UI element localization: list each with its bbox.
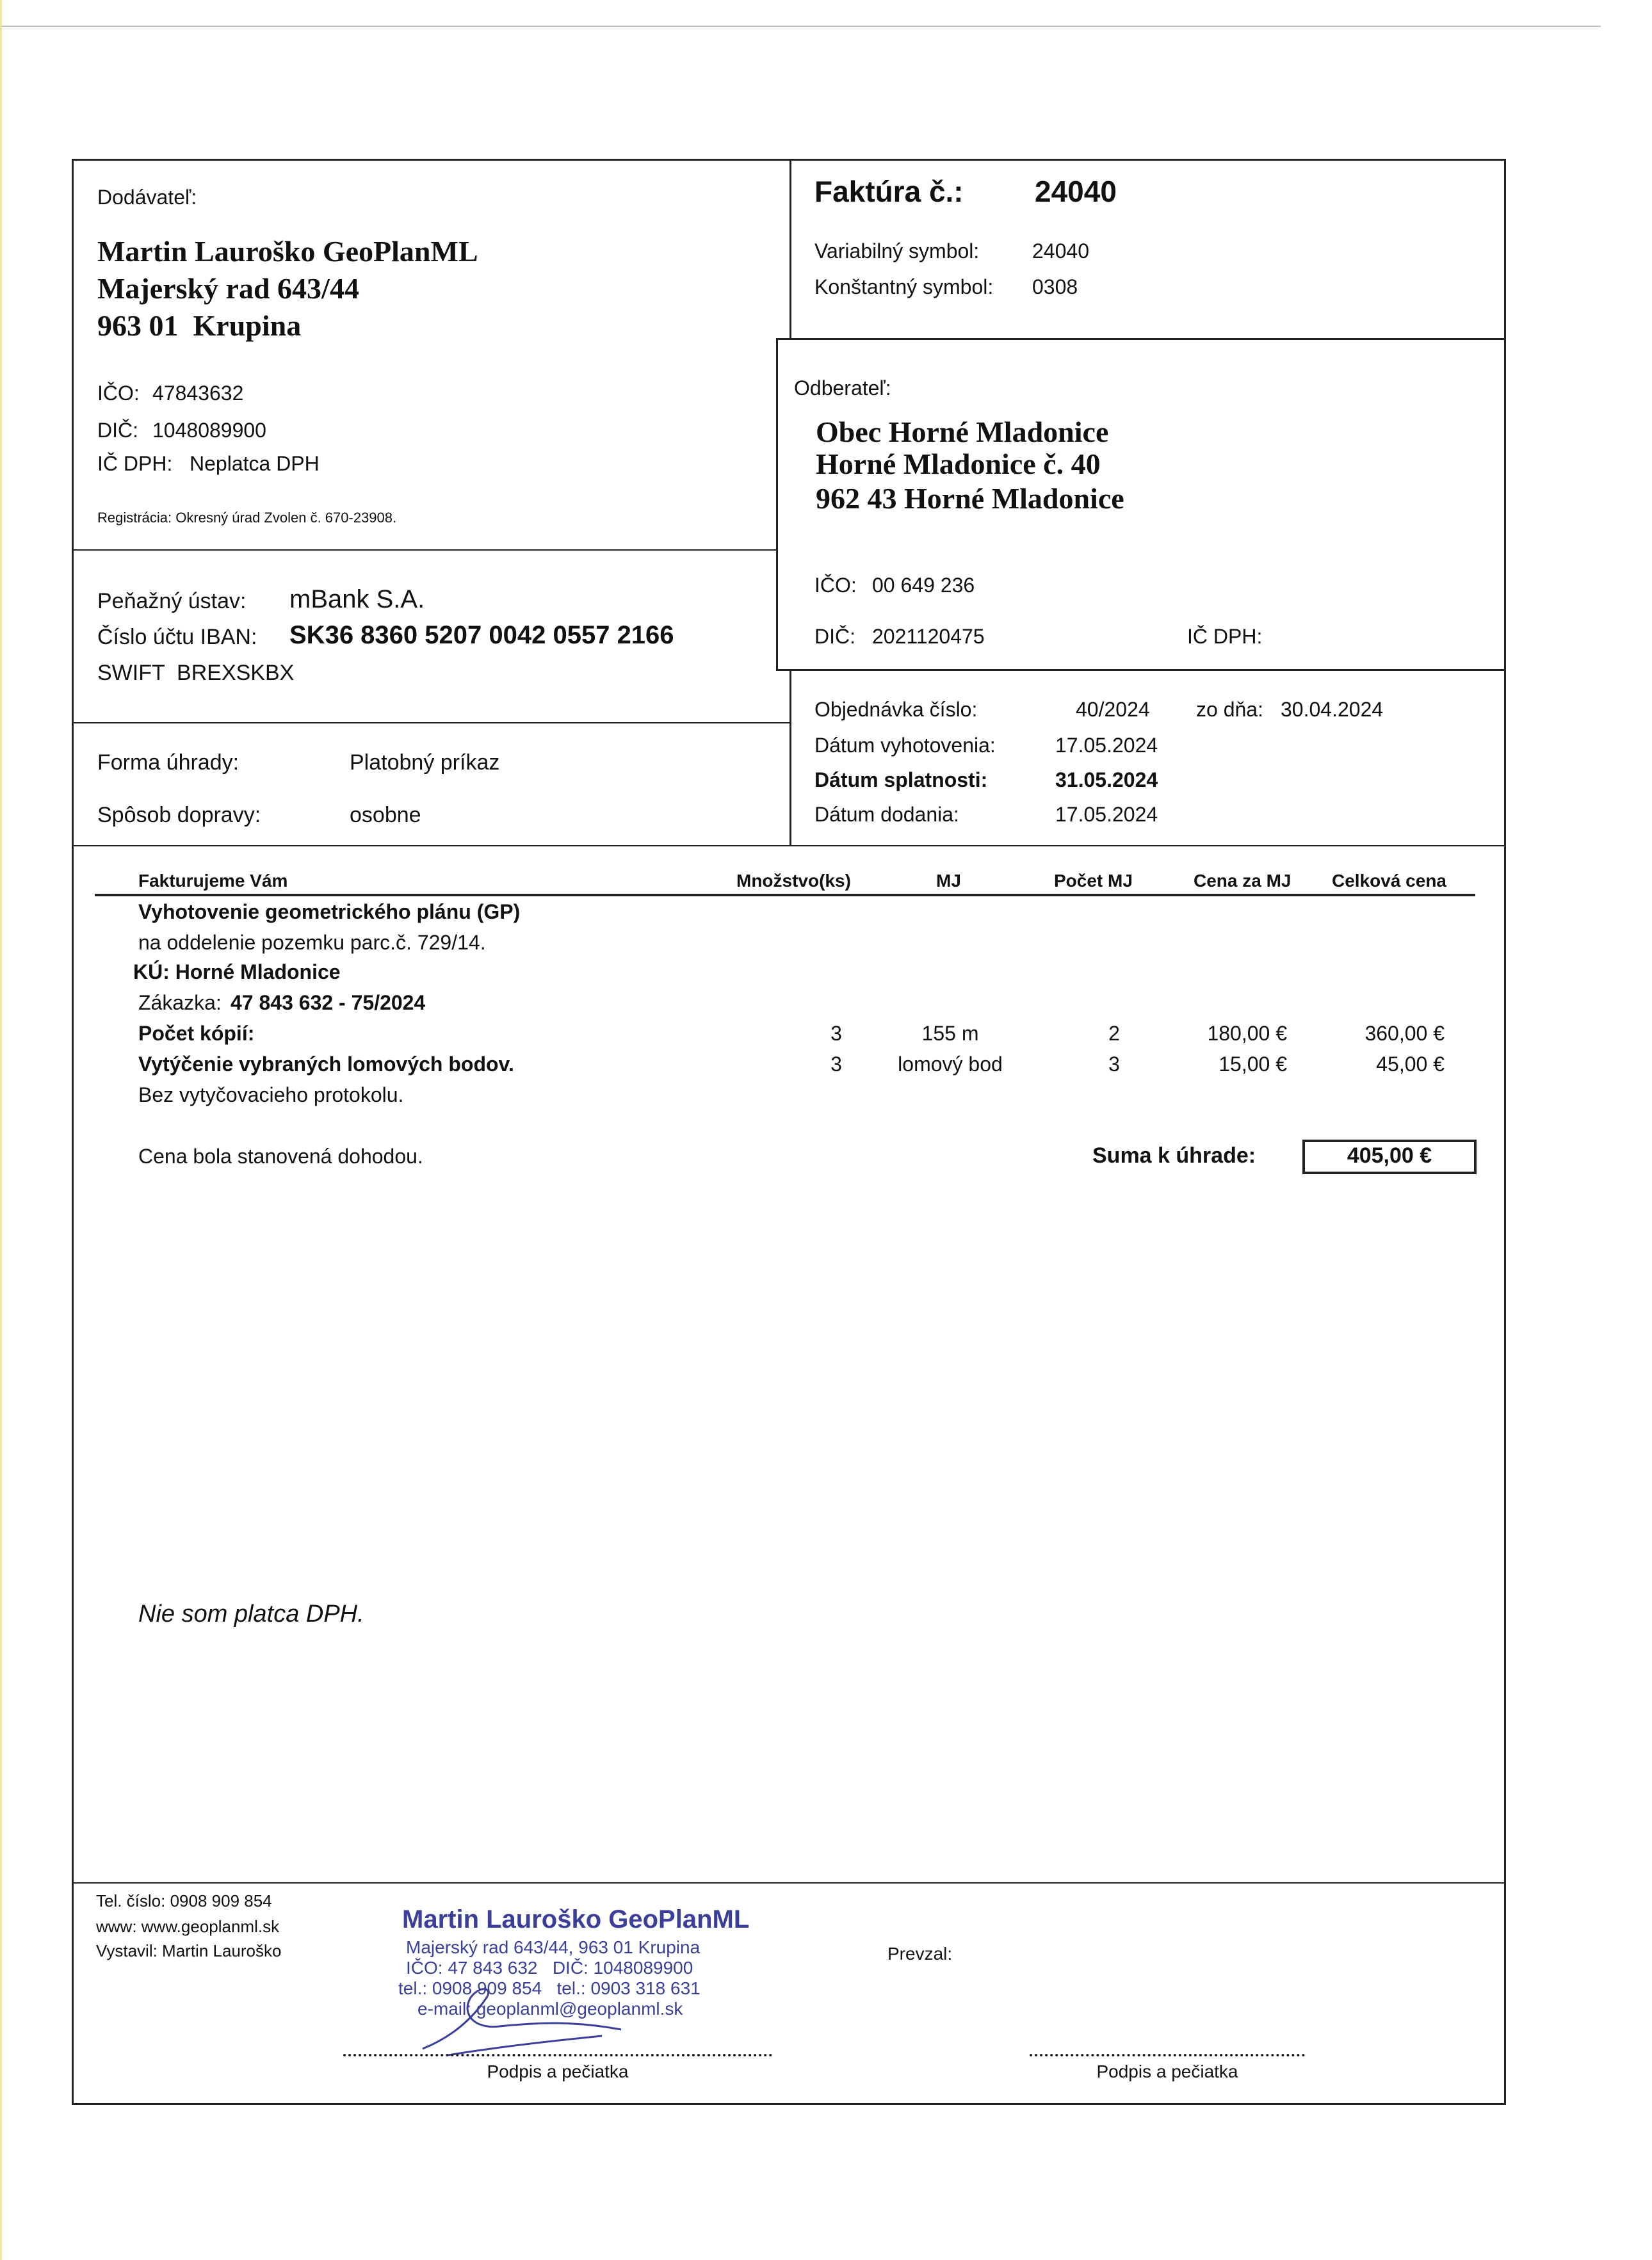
customer-label: Odberateľ:	[794, 376, 891, 400]
col-header-total: Celková cena	[1332, 871, 1446, 891]
header-bottom-divider	[74, 845, 1505, 846]
customer-dic: 2021120475	[872, 625, 985, 648]
customer-city: 962 43 Horné Mladonice	[816, 482, 1124, 515]
order-date: 30.04.2024	[1281, 698, 1384, 721]
supplier-bank-divider	[74, 549, 791, 551]
customer-icdph-label: IČ DPH:	[1187, 625, 1263, 648]
row2-price: 15,00 €	[1219, 1053, 1287, 1076]
footer-divider	[74, 1882, 1505, 1884]
row2-count: 3	[1108, 1053, 1120, 1076]
supplier-dic: 1048089900	[152, 419, 266, 442]
bank-swift: SWIFT BREXSKBX	[97, 661, 295, 685]
issued-date: 17.05.2024	[1055, 734, 1158, 757]
footer-phone: Tel. číslo: 0908 909 854	[96, 1891, 272, 1910]
customer-ico-label: IČO:	[814, 574, 857, 597]
supplier-name: Martin Lauroško GeoPlanML	[97, 235, 478, 268]
left-scan-edge	[0, 0, 2, 2260]
signature-label-left: Podpis a pečiatka	[487, 2062, 629, 2081]
signature-scribble	[410, 1959, 640, 2062]
customer-name: Obec Horné Mladonice	[816, 416, 1109, 448]
stamp-line-2: Majerský rad 643/44, 963 01 Krupina	[406, 1937, 700, 1957]
transport-label: Spôsob dopravy:	[97, 803, 261, 827]
sum-label: Suma k úhrade:	[1092, 1143, 1256, 1168]
signature-label-right: Podpis a pečiatka	[1096, 2062, 1238, 2081]
sum-value: 405,00 €	[1347, 1143, 1432, 1168]
variable-symbol: 24040	[1032, 239, 1089, 262]
stamp-line-3: IČO: 47 843 632 DIČ: 1048089900	[406, 1958, 693, 1978]
row1-unit: 155 m	[921, 1022, 979, 1045]
col-header-unit-count: Počet MJ	[1054, 871, 1133, 891]
constant-symbol: 0308	[1032, 275, 1078, 298]
col-header-quantity: Množstvo(ks)	[736, 871, 851, 891]
supplier-icdph: Neplatca DPH	[190, 452, 320, 475]
row2-total: 45,00 €	[1376, 1053, 1445, 1076]
payment-form: Platobný príkaz	[350, 750, 500, 775]
supplier-street: Majerský rad 643/44	[97, 272, 359, 305]
bank-iban: SK36 8360 5207 0042 0557 2166	[289, 621, 674, 649]
footer-web: www: www.geoplanml.sk	[96, 1917, 280, 1936]
item-line-3: KÚ: Horné Mladonice	[133, 960, 341, 983]
order-number: 40/2024	[1076, 698, 1150, 721]
bank-institution: mBank S.A.	[289, 585, 425, 613]
bank-iban-label: Číslo účtu IBAN:	[97, 625, 257, 649]
constant-symbol-label: Konštantný symbol:	[814, 275, 994, 298]
row1-total: 360,00 €	[1365, 1022, 1445, 1045]
issued-label: Dátum vyhotovenia:	[814, 734, 996, 757]
stamp-line-1: Martin Lauroško GeoPlanML	[402, 1905, 750, 1933]
supplier-city: 963 01 Krupina	[97, 309, 302, 342]
supplier-ico-label: IČO:	[97, 382, 140, 405]
due-date: 31.05.2024	[1055, 768, 1158, 791]
item-line-4-value: 47 843 632 - 75/2024	[231, 991, 426, 1014]
transport: osobne	[350, 803, 421, 827]
order-label: Objednávka číslo:	[814, 698, 978, 721]
payment-form-label: Forma úhrady:	[97, 750, 239, 775]
row2-unit: lomový bod	[898, 1053, 1003, 1076]
supplier-icdph-label: IČ DPH:	[97, 452, 173, 475]
col-header-unit-price: Cena za MJ	[1194, 871, 1292, 891]
top-scan-line	[0, 26, 1601, 27]
delivery-date: 17.05.2024	[1055, 803, 1158, 826]
vat-note: Nie som platca DPH.	[138, 1601, 364, 1627]
stamp-line-4: tel.: 0908 909 854 tel.: 0903 318 631	[398, 1978, 700, 1998]
item-line-6: Vytýčenie vybraných lomových bodov.	[138, 1053, 514, 1076]
signature-line-left	[343, 2054, 772, 2056]
signature-line-right	[1030, 2054, 1305, 2056]
invoice-title: Faktúra č.:	[814, 175, 964, 208]
supplier-label: Dodávateľ:	[97, 186, 197, 209]
supplier-dic-label: DIČ:	[97, 419, 138, 442]
received-label: Prevzal:	[887, 1944, 953, 1964]
supplier-registration: Registrácia: Okresný úrad Zvolen č. 670-23908.	[97, 510, 397, 526]
item-line-1: Vyhotovenie geometrického plánu (GP)	[138, 900, 521, 923]
col-header-description: Fakturujeme Vám	[138, 871, 288, 891]
supplier-ico: 47843632	[152, 382, 244, 405]
customer-street: Horné Mladonice č. 40	[816, 448, 1101, 480]
customer-dic-label: DIČ:	[814, 625, 855, 648]
footer-issued-by: Vystavil: Martin Lauroško	[96, 1941, 282, 1960]
table-header-rule	[95, 894, 1475, 896]
item-line-7: Bez vytyčovacieho protokolu.	[138, 1083, 404, 1106]
item-line-4-label: Zákazka:	[138, 991, 222, 1014]
order-date-label: zo dňa:	[1196, 698, 1263, 721]
item-line-5: Počet kópií:	[138, 1022, 255, 1045]
bank-institution-label: Peňažný ústav:	[97, 589, 247, 613]
bank-payment-divider	[74, 722, 791, 723]
row2-qty: 3	[830, 1053, 842, 1076]
customer-ico: 00 649 236	[872, 574, 975, 597]
invoice-number: 24040	[1035, 175, 1117, 208]
price-note: Cena bola stanovená dohodou.	[138, 1145, 423, 1168]
item-line-2: na oddelenie pozemku parc.č. 729/14.	[138, 931, 486, 954]
due-label: Dátum splatnosti:	[814, 768, 988, 791]
variable-symbol-label: Variabilný symbol:	[814, 239, 980, 262]
delivery-label: Dátum dodania:	[814, 803, 959, 826]
col-header-unit: MJ	[936, 871, 961, 891]
row1-price: 180,00 €	[1207, 1022, 1287, 1045]
row1-count: 2	[1108, 1022, 1120, 1045]
stamp-line-5: e-mail: geoplanml@geoplanml.sk	[417, 1999, 683, 2019]
row1-qty: 3	[830, 1022, 842, 1045]
